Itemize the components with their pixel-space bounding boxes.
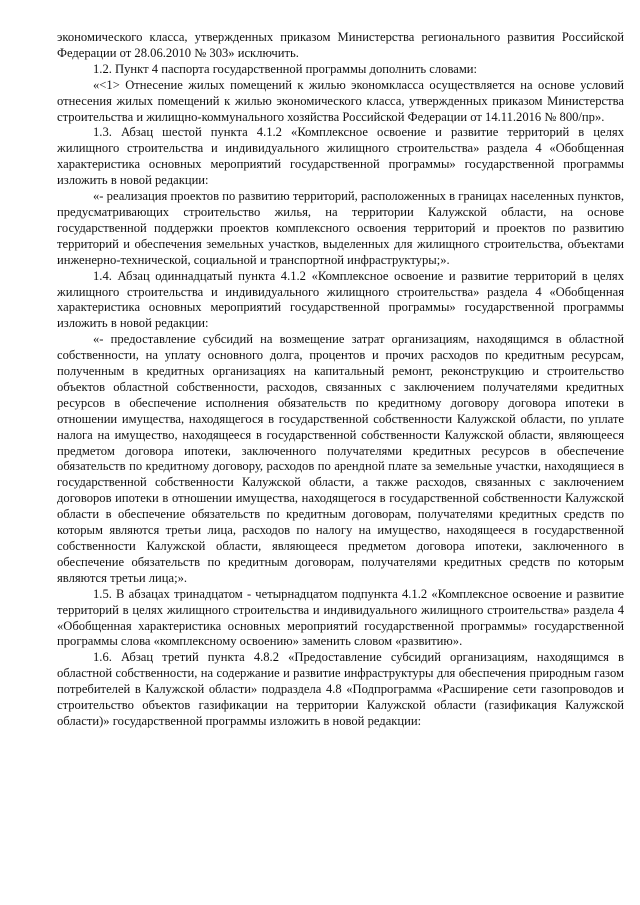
paragraph-quote-footnote: «<1> Отнесение жилых помещений к жилью экономкласса осуществляется на основе условий отнесения жилых помещений к жилью экономического класса, утвержденных приказом Министерства строительства и жилищно-коммунального хозяйства Российской Федерации от 14.11.2016 № 800/пр». <box>57 77 624 124</box>
paragraph-quote-item-1-4: «- предоставление субсидий на возмещение затрат организациям, находящимся в областной собственности, на уплату основного долга, процентов и прочих расходов по кредитным ресурсам, полученным в кредитных организациях на капитальный ремонт, реконструкцию и строительство объектов областной собственности, расходов, связанных с заключением получателями кредитных ресурсов в обеспечение исполнения обязательств по кредитному договору договора ипотеки в отношении имущества, находящегося в государственной собственности Калужской области, по уплате налога на имущество, находящееся в государственной собственности Калужской области, являющееся предметом договора ипотеки, заключенного получателями кредитных ресурсов в обеспечение обязательств по кредитному договору, расходов по арендной плате за земельные участки, находящиеся в государственной собственности Калужской области, а также расходов, связанных с заключением договоров ипотеки в отношении имущества, находящегося в государственной собственности Калужской области в обеспечение обязательств по кредитным договорам, получателями кредитных средств по которым являются третьи лица, расходов по налогу на имущество, находящееся в государственной собственности Калужской области, являющееся предметом договора ипотеки, заключенного в обеспечение обязательств по кредитным договорам, получателями кредитных средств по которым являются третьи лица;». <box>57 332 624 585</box>
paragraph-quote-item-1-3: «- реализация проектов по развитию территорий, расположенных в границах населенных пунктов, предусматривающих строительство жилья, на территории Калужской области, на основе государственной поддержки проектов комплексного освоения территорий и проектов по развитию территорий и обеспечения земельных участков, выделенных для жилищного строительства, объектами инженерно-технической, социальной и транспортной инфраструктуры;». <box>57 189 624 267</box>
paragraph-item-1-2: 1.2. Пункт 4 паспорта государственной программы дополнить словами: <box>93 61 478 76</box>
paragraph-item-1-3: 1.3. Абзац шестой пункта 4.1.2 «Комплексное освоение и развитие территорий в целях жилищного строительства и индивидуального жилищного строительства» раздела 4 «Обобщенная характеристика основных мероприятий государственной программы» государственной программы изложить в новой редакции: <box>57 125 624 188</box>
paragraph-item-1-5: 1.5. В абзацах тринадцатом - четырнадцатом подпункта 4.1.2 «Комплексное освоение и развитие территорий в целях жилищного строительства и индивидуального жилищного строительства» раздела 4 «Обобщенная характеристика основных мероприятий государственной программы» государственной программы слова «комплексному освоению» заменить словом «развитию». <box>57 586 624 649</box>
document-page <box>57 30 624 730</box>
paragraph-item-1-4: 1.4. Абзац одиннадцатый пункта 4.1.2 «Комплексное освоение и развитие территорий в целях жилищного строительства и индивидуального жилищного строительства» раздела 4 «Обобщенная характеристика основных мероприятий государственной программы» государственной программы изложить в новой редакции: <box>57 268 624 331</box>
paragraph-continuation: экономического класса, утвержденных приказом Министерства регионального развития Российской Федерации от 28.06.2010 № 303» исключить. <box>57 30 624 60</box>
paragraph-item-1-6: 1.6. Абзац третий пункта 4.8.2 «Предоставление субсидий организациям, находящимся в областной собственности, на содержание и развитие инфраструктуры для обеспечения природным газом потребителей в Калужской области» подраздела 4.8 «Подпрограмма «Расширение сети газопроводов и строительство объектов газификации на территории Калужской области (газификация Калужской области)» государственной программы изложить в новой редакции: <box>57 650 624 728</box>
